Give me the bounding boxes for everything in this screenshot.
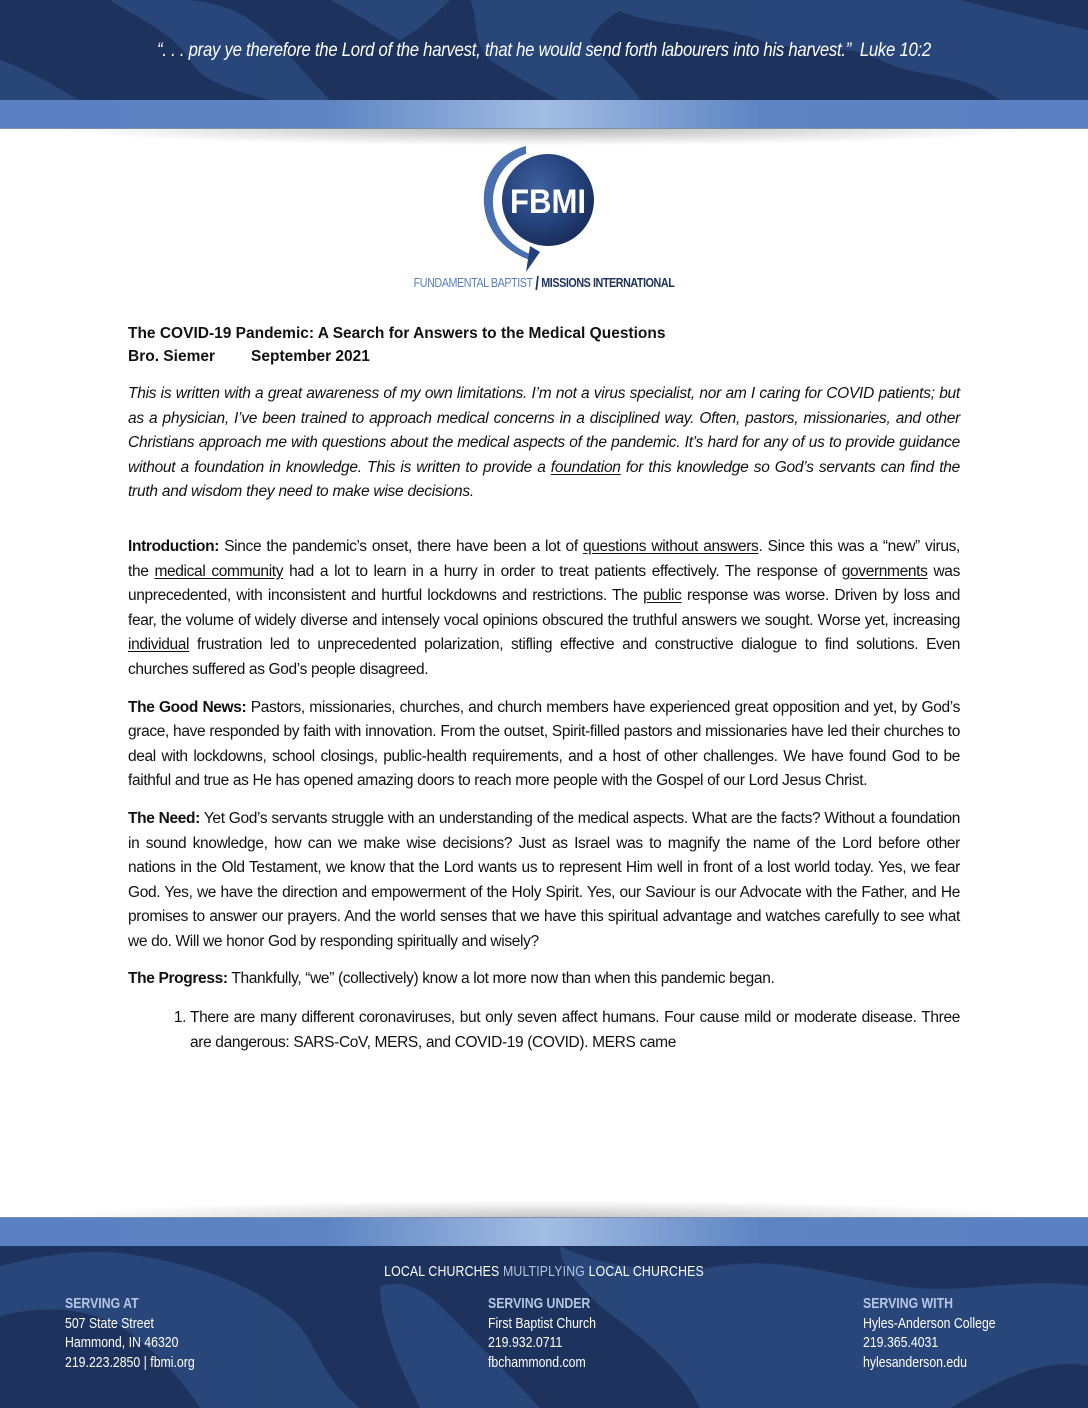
list-item: 1. There are many different coronaviruses, but only seven affect humans. Four cause mild or moderate disease. Three are dangerous: SARS-CoV, MERS, and COVID-19 (COVID). MERS came: [190, 1006, 960, 1055]
text: . Since this was a “new” virus, the: [128, 537, 960, 580]
byline: [128, 345, 960, 368]
column-heading: SERVING AT: [65, 1295, 139, 1312]
org-name-part2: MISSIONS INTERNATIONAL: [541, 276, 675, 290]
logo-divider: [535, 276, 538, 290]
column-heading: SERVING UNDER: [488, 1295, 591, 1312]
underlined-term: public: [643, 587, 682, 605]
underlined-term: governments: [841, 562, 928, 580]
quote-reference: Luke 10:2: [859, 40, 931, 61]
website-link[interactable]: fbchammond.com: [488, 1353, 586, 1371]
org-name-part1: FUNDAMENTAL BAPTIST: [413, 276, 533, 290]
quote-text: “. . . pray ye therefore the Lord of the harvest, that he would send forth labourers into his harvest.”: [157, 40, 852, 61]
fbmi-logo: [478, 142, 598, 274]
underlined-term: individual: [128, 636, 190, 654]
document-title: The COVID-19 Pandemic: A Search for Answers to the Medical Questions: [128, 325, 666, 342]
logo-monogram: FBMI: [510, 183, 586, 221]
text: had a lot to learn in a hurry in order to treat patients effectively. The response of: [283, 562, 842, 580]
date: September 2021: [251, 348, 370, 365]
underlined-term: questions without answers: [582, 537, 759, 555]
phone: 219.365.4031: [863, 1334, 939, 1351]
logo-pointer: [526, 246, 540, 272]
section-label: Introduction:: [128, 537, 220, 555]
header-gradient-band: [0, 100, 1088, 129]
section-label: The Progress:: [128, 970, 228, 988]
college-name: Hyles-Anderson College: [863, 1314, 996, 1332]
footer-column-serving-with: [863, 1294, 996, 1372]
page-footer: [0, 1246, 1088, 1408]
website-link[interactable]: hylesanderson.edu: [863, 1353, 967, 1371]
church-name: First Baptist Church: [488, 1314, 597, 1332]
text: Pastors, missionaries, churches, and church members have experienced great opposition and yet, by God’s grace, have responded by faith with innovation. From the outset, Spirit-filled pastors and missionaries have led their churches to deal with lockdowns, school closings, public-health requirements, and a host of other challenges. We have found God to be faithful and true as He has opened amazing doors to reach more people with the Gospel of our Lord Jesus Christ.: [128, 698, 960, 790]
section-label: The Good News:: [128, 698, 247, 716]
text: Yet God’s servants struggle with an understanding of the medical aspects. What are the facts? Without a foundation in sound knowledge, how can we make wise decisions? Just as Israel was to magnify the name of the Lord before other nations in the Old Testament, we know that the Lord wants us to represent Him well in front of a lost world today. Yes, we fear God. Yes, we have the direction and empowerment of the Holy Spirit. Yes, our Saviour is our Advocate with the Father, and He promises to answer our prayers. And the world senses that we have this spiritual advantage and watches carefully to see what we do. Will we honor God by responding spiritually and wisely?: [128, 809, 961, 950]
page-header: [0, 0, 1088, 100]
text: Since the pandemic’s onset, there have been a lot of: [219, 537, 583, 555]
footer-tagline: [98, 1263, 990, 1280]
text: frustration led to unprecedented polarization, stifling effective and constructive dialogue to find solutions. Even churches suffered as God’s people disagreed.: [128, 636, 960, 678]
tagline-highlight: MULTIPLYING: [503, 1263, 585, 1280]
underlined-term: medical community: [154, 562, 284, 580]
footer-column-serving-under: [488, 1294, 596, 1372]
tagline-end: LOCAL CHURCHES: [585, 1263, 704, 1280]
phone: 219.932.0711: [488, 1334, 563, 1351]
organization-name: [76, 276, 1012, 290]
progress-list: [128, 1006, 960, 1055]
section-introduction: [128, 535, 960, 683]
column-heading: SERVING WITH: [863, 1295, 953, 1312]
section-need: [128, 807, 960, 955]
footer-gradient-band: [0, 1217, 1088, 1246]
preface-text: This is written with a great awareness of my own limitations. I’m not a virus specialist, nor am I caring for COVID patients; but as a physician, I’ve been trained to approach medical concerns in a disciplined way. Often, pastors, missionaries, and other Christians approach me with questions about the medical aspects of the pandemic. It’s hard for any of us to provide guidance without a foundation in knowledge. This is written to provide a: [128, 385, 960, 476]
footer-shadow: [0, 1195, 1088, 1217]
preface-underlined: foundation: [550, 458, 621, 476]
tagline-start: LOCAL CHURCHES: [384, 1263, 503, 1280]
document-body: [128, 322, 960, 1055]
section-progress: [128, 967, 960, 992]
phone-website: 219.223.2850 | fbmi.org: [65, 1353, 195, 1371]
address-street: 507 State Street: [65, 1314, 154, 1332]
preface-paragraph: [128, 382, 960, 505]
text: was unprecedented, with inconsistent and hurtful lockdowns and restrictions. The: [128, 562, 960, 605]
text: Thankfully, “we” (collectively) know a lot more now than when this pandemic began.: [227, 970, 775, 988]
section-good-news: [128, 696, 960, 794]
address-city: Hammond, IN 46320: [65, 1334, 179, 1351]
author: Bro. Siemer: [128, 348, 216, 365]
text: response was worse. Driven by loss and fear, the volume of widely diverse and intensely vocal opinions obscured the truthful answers we sought. Worse yet, increasing: [128, 587, 961, 629]
preface-text-end: for this knowledge so God’s servants can find the truth and wisdom they need to make wise decisions.: [128, 458, 960, 501]
section-label: The Need:: [128, 809, 200, 827]
footer-column-serving-at: [65, 1294, 195, 1372]
scripture-quote: [65, 40, 1022, 62]
